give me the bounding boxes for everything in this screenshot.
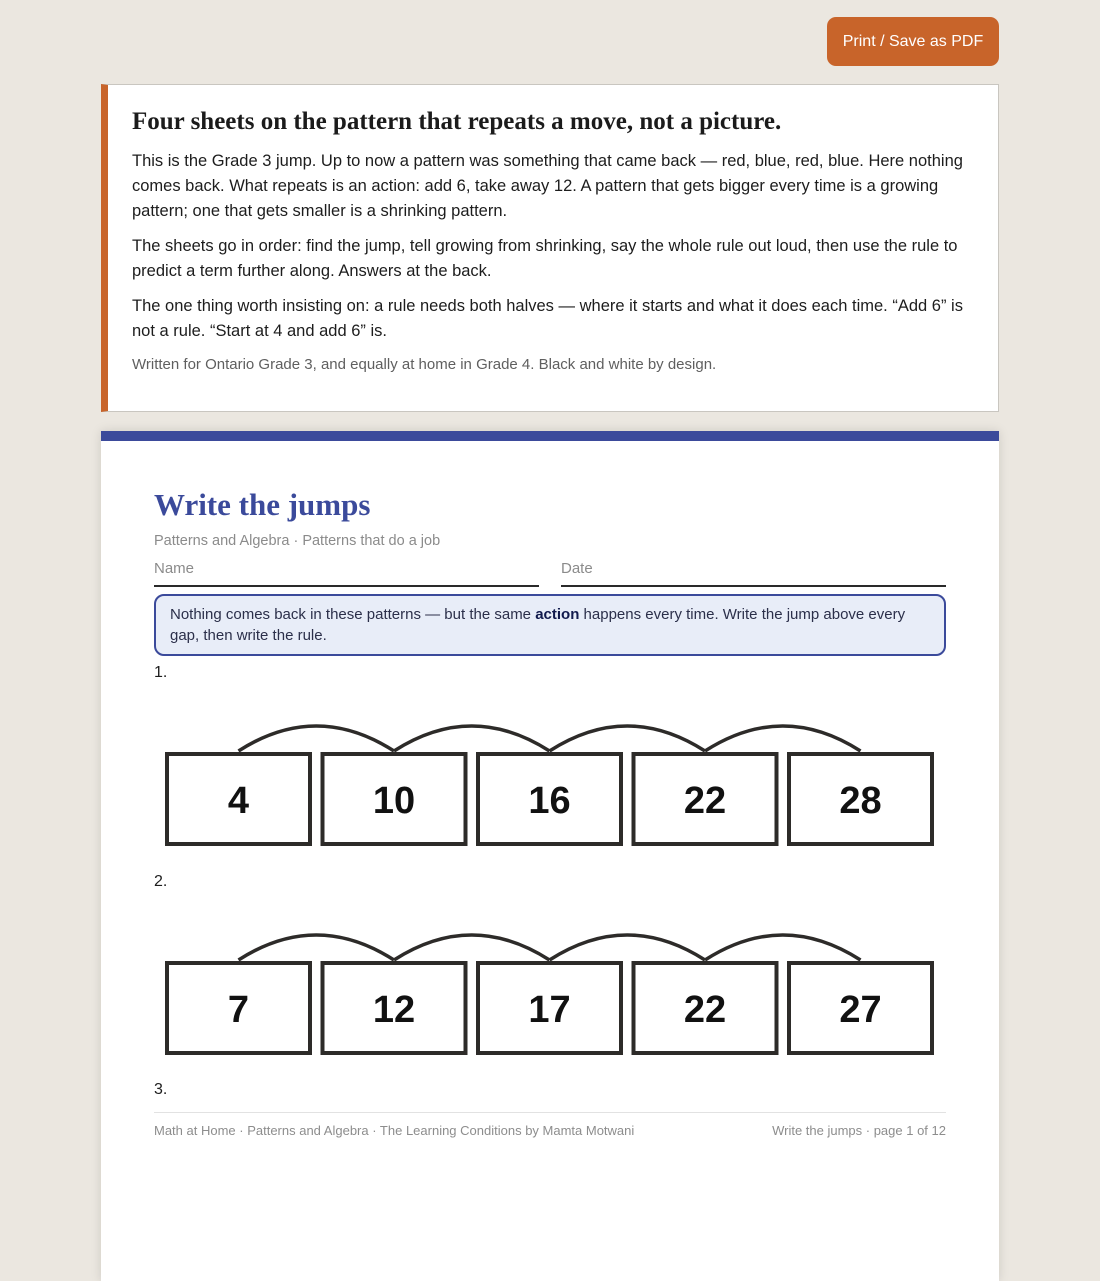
intro-title: Four sheets on the pattern that repeats a move, not a picture.: [132, 108, 782, 135]
instruction-box: [154, 594, 946, 656]
worksheet-page: [101, 431, 999, 1281]
jump-arc[interactable]: [239, 726, 395, 751]
jump-arc[interactable]: [550, 726, 706, 751]
instruction-text-start: Nothing comes back in these patterns — but the same: [170, 606, 536, 623]
worksheet-footer: [154, 1112, 946, 1138]
print-save-pdf-button[interactable]: Print / Save as PDF: [827, 17, 999, 66]
date-label: Date: [561, 560, 593, 577]
jump-arc[interactable]: [550, 935, 706, 960]
term-value: 22: [683, 780, 727, 822]
term-value: 22: [683, 989, 727, 1031]
term-value: 7: [227, 989, 250, 1031]
instruction-emphasis: action: [535, 606, 580, 623]
footer-credit: Math at Home · Patterns and Algebra · The Learning Conditions by Mamta Motwani: [154, 1123, 635, 1138]
question-2-number: 2.: [154, 873, 168, 890]
question-3-number: 3.: [154, 1081, 168, 1098]
instruction-text-end: happens every time. Write the jump above every gap, then write the rule.: [170, 606, 906, 644]
intro-panel: [101, 84, 999, 412]
intro-note: Written for Ontario Grade 3, and equally at home in Grade 4. Black and white by design.: [132, 356, 717, 373]
jump-arc[interactable]: [239, 935, 395, 960]
jump-arc[interactable]: [705, 935, 861, 960]
question-1-number: 1.: [154, 664, 168, 681]
jump-arc[interactable]: [394, 935, 550, 960]
name-label: Name: [154, 560, 195, 577]
intro-paragraph-2: The sheets go in order: find the jump, tell growing from shrinking, say the whole rule out loud, then use the rule to predict a term further along. Answers at the back.: [132, 237, 958, 280]
intro-paragraph-1: This is the Grade 3 jump. Up to now a pattern was something that came back — red, blue, red, blue. Here nothing comes back. What repeats is an action: add 6, take away 12. A pattern that gets bigger every time is a growing pattern; one that gets smaller is a shrinking pattern.: [132, 152, 963, 220]
term-value: 12: [372, 989, 416, 1031]
jump-arc[interactable]: [394, 726, 550, 751]
worksheet-subtitle: Patterns and Algebra · Patterns that do a job: [154, 533, 441, 549]
intro-paragraph-3: The one thing worth insisting on: a rule needs both halves — where it starts and what it does each time. “Add 6” is not a rule. “Start at 4 and add 6” is.: [132, 297, 963, 340]
question-2-jump-diagram: [154, 920, 946, 1060]
name-field[interactable]: [154, 557, 539, 587]
term-value: 28: [839, 780, 882, 822]
jump-arc[interactable]: [705, 726, 861, 751]
term-value: 27: [839, 989, 882, 1031]
question-1-jump-diagram: [154, 711, 946, 851]
footer-page-number: Write the jumps · page 1 of 12: [772, 1123, 946, 1138]
worksheet-title: Write the jumps: [154, 487, 371, 522]
term-value: 10: [372, 780, 416, 822]
term-value: 4: [227, 780, 250, 822]
date-field[interactable]: [561, 557, 946, 587]
term-value: 17: [528, 989, 571, 1031]
term-value: 16: [528, 780, 571, 822]
